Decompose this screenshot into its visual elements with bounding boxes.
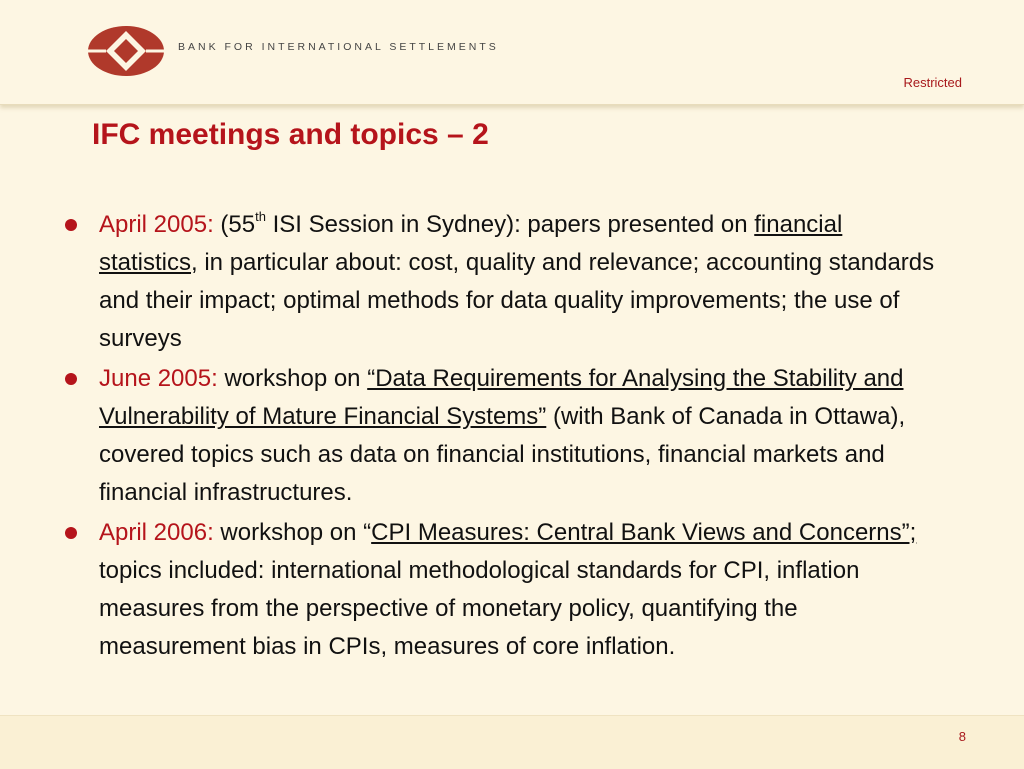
classification-label: Restricted [903,75,962,90]
slide-header [0,0,1024,105]
page-number: 8 [958,729,966,744]
bullet-item [62,514,942,666]
bullet-dot-icon [65,527,77,539]
bullet-list [62,206,942,668]
underlined-topic: “Data Requirements for Analysing the Stability and Vulnerability of Mature Financial Systems” [99,365,904,430]
bullet-dot-icon [65,219,77,231]
organization-name: BANK FOR INTERNATIONAL SETTLEMENTS [178,41,499,53]
bis-logo-icon [86,24,166,78]
slide-footer [0,715,1024,769]
bullet-text: (with Bank of Canada in Ottawa), covered topics such as data on financial institutions, financial markets and financial infrastructures. [99,403,906,506]
bullet-text: (55 [213,211,256,238]
ordinal-suffix: th [255,209,266,224]
bullet-text: workshop on “ [213,519,372,546]
underlined-topic: CPI Measures: Central Bank Views and Concerns”; [371,519,917,546]
underlined-topic: financial statistics [99,211,843,276]
bullet-text: , in particular about: cost, quality and relevance; accounting standards and their impact; optimal methods for data quality improvements; the use of surveys [99,249,935,352]
bullet-item [62,360,942,512]
bullet-text: ISI Session in Sydney): papers presented on [265,211,755,238]
bullet-date: April 2005: [99,211,214,238]
bullet-date: June 2005: [99,365,218,392]
slide-title: IFC meetings and topics – 2 [92,118,489,151]
bullet-date: April 2006: [99,519,214,546]
bullet-dot-icon [65,373,77,385]
bullet-text: workshop on [217,365,368,392]
bullet-item [62,206,942,358]
bullet-text: topics included: international methodological standards for CPI, inflation measures from the perspective of monetary policy, quantifying the measurement bias in CPIs, measures of core inflation. [99,557,860,660]
